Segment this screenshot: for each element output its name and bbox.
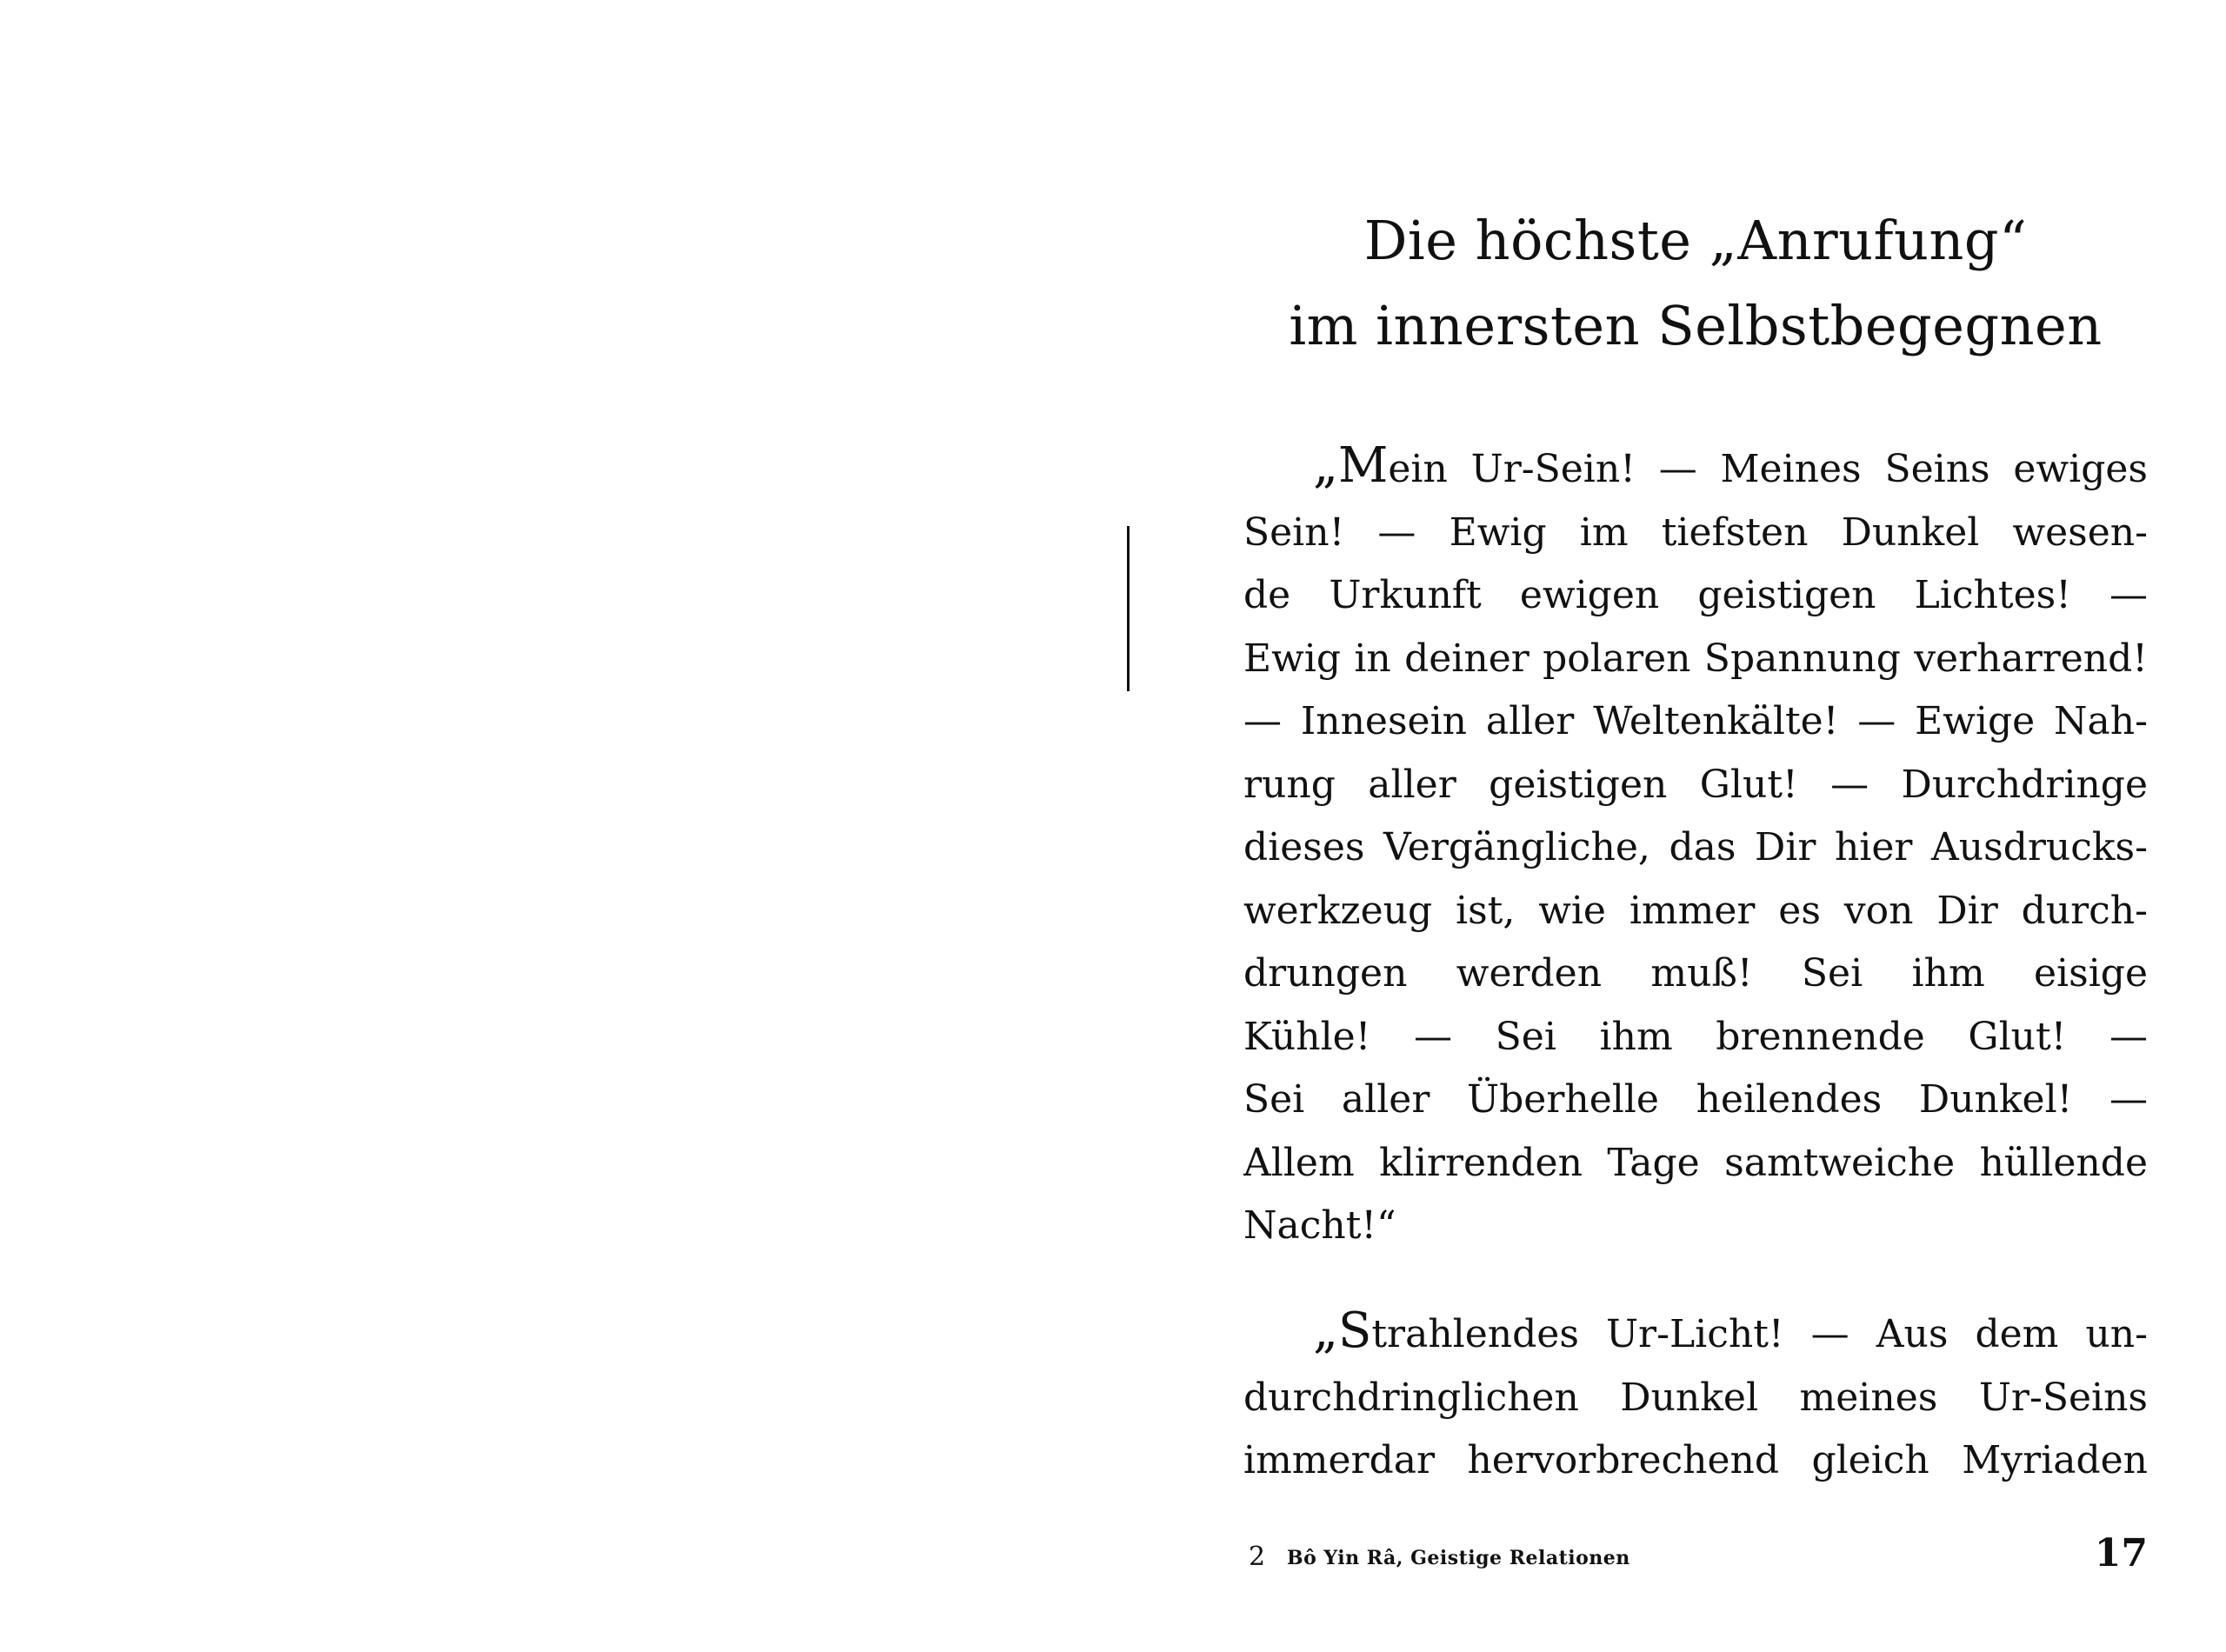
paragraph-line: „Mein Ur-Sein! — Meines Seins ewiges <box>1313 437 2148 494</box>
paragraph-line: Sein! — Ewig im tiefsten Dunkel wesen- <box>1243 510 2148 555</box>
paragraph-line: Kühle! — Sei ihm brennende Glut! — <box>1243 1014 2148 1059</box>
right-page <box>1243 0 2148 1652</box>
paragraph-line: „Strahlendes Ur-Licht! — Aus dem un- <box>1313 1302 2148 1359</box>
paragraph-line: — Innesein aller Weltenkälte! — Ewige Nah- <box>1243 699 2148 743</box>
paragraph-line: drungen werden muß! Sei ihm eisige <box>1243 951 2148 996</box>
signature-text: Bô Yin Râ, Geistige Relationen <box>1287 1547 1630 1569</box>
chapter-title-line-2: im innersten Selbstbegegnen <box>1289 294 2103 357</box>
paragraph-line: de Urkunft ewigen geistigen Lichtes! — <box>1243 573 2148 617</box>
paragraph-line: werkzeug ist, wie immer es von Dir durch- <box>1243 888 2148 933</box>
paragraph-line: Sei aller Überhelle heilendes Dunkel! — <box>1243 1077 2148 1122</box>
paragraph-line: dieses Vergängliche, das Dir hier Ausdrucks- <box>1243 825 2148 869</box>
paragraph-line: durchdringlichen Dunkel meines Ur-Seins <box>1243 1375 2148 1420</box>
paragraph-line: Allem klirrenden Tage samtweiche hüllende <box>1243 1140 2148 1185</box>
paragraph-initial: „M <box>1313 437 1389 494</box>
chapter-title <box>1243 198 2148 369</box>
paragraph-2 <box>1243 1300 2148 1493</box>
paragraph-1 <box>1243 435 2148 1258</box>
signature-number: 2 <box>1249 1542 1266 1572</box>
paragraph-line: immerdar hervorbrechend gleich Myriaden <box>1243 1438 2148 1482</box>
paragraph-line: Nacht!“ <box>1243 1203 1396 1248</box>
paragraph-initial: „S <box>1313 1302 1372 1359</box>
chapter-title-line-1: Die höchste „Anrufung“ <box>1363 209 2028 272</box>
paragraph-line: Ewig in deiner polaren Spannung verharrend! <box>1243 636 2148 681</box>
gutter-rule <box>1127 526 1130 691</box>
page-footer <box>1243 1526 2148 1587</box>
paragraph-line: rung aller geistigen Glut! — Durchdringe <box>1243 762 2148 807</box>
page-number: 17 <box>2094 1531 2148 1575</box>
